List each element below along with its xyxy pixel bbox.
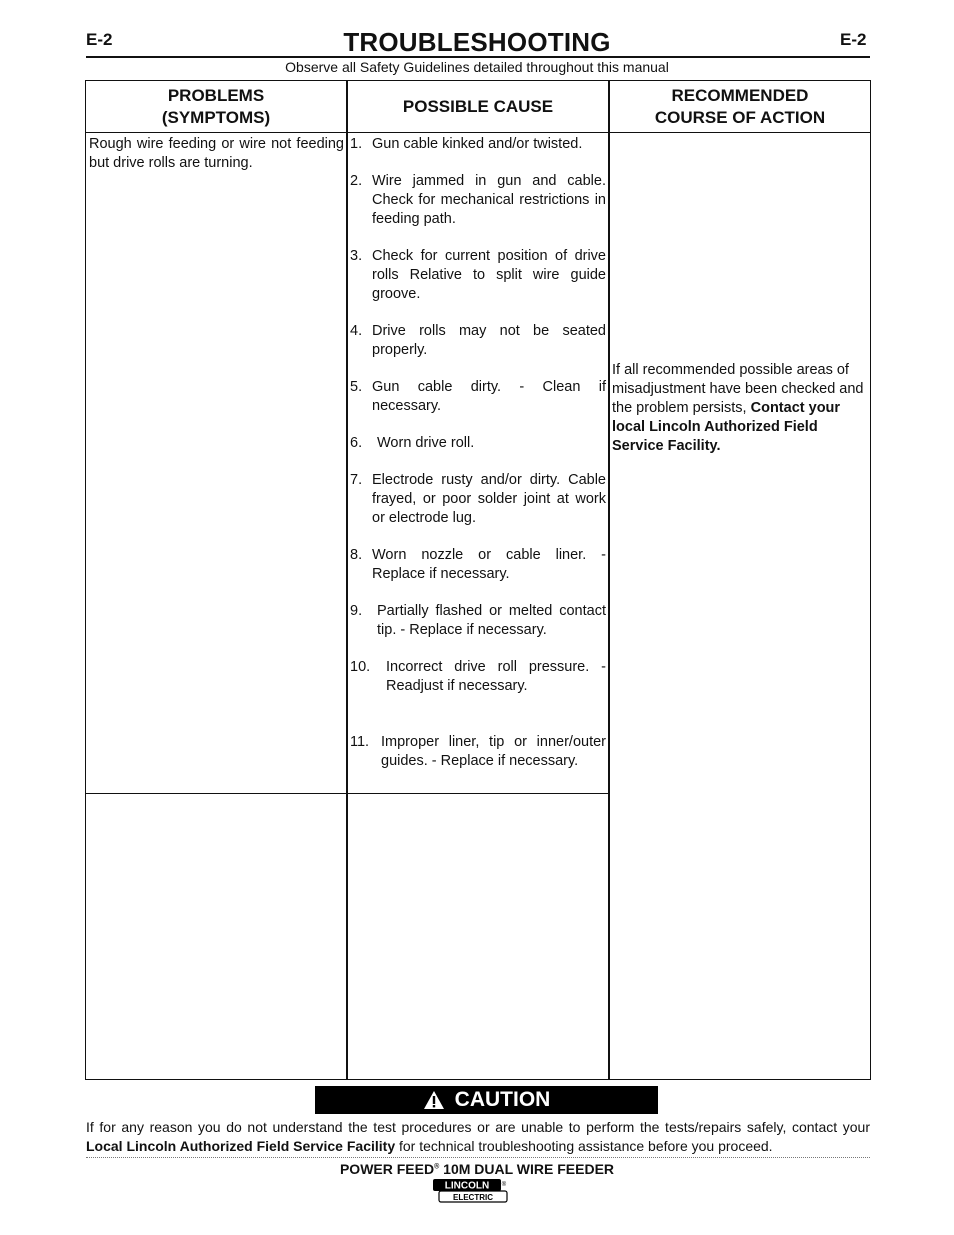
troubleshooting-table (85, 80, 871, 1080)
caution-banner (315, 1086, 658, 1114)
cause-item: 7. Electrode rusty and/or dirty. Cable frayed, or poor solder joint at work or electrode lug. (350, 472, 606, 526)
product-name: POWER FEED® 10M DUAL WIRE FEEDER (339, 1161, 615, 1177)
page-code-left: E-2 (86, 30, 113, 49)
contact-facility-emphasis: Contact your local Lincoln Authorized Field Service Facility. (612, 400, 841, 454)
title-rule (86, 56, 870, 58)
column-header-action: RECOMMENDED COURSE OF ACTION (654, 86, 826, 127)
column-divider (608, 81, 610, 1079)
cause-item: 6. Worn drive roll. (350, 435, 475, 451)
cause-item: 2. Wire jammed in gun and cable. Check for mechanical restrictions in feeding path. (350, 173, 606, 227)
svg-text:®: ® (501, 1182, 507, 1188)
page-code-right: E-2 (840, 30, 867, 49)
cause-item: 11. Improper liner, tip or inner/outer guides. - Replace if necessary. (350, 734, 606, 769)
svg-text:ELECTRIC: ELECTRIC (453, 1193, 493, 1202)
caution-label: CAUTION (454, 1088, 551, 1111)
svg-text:LINCOLN: LINCOLN (444, 1180, 490, 1192)
row-rule (86, 793, 609, 794)
page-title: TROUBLESHOOTING (343, 27, 611, 57)
cause-item: 3. Check for current position of drive rolls Relative to split wire guide groove. (350, 248, 606, 302)
cause-item: 5. Gun cable dirty. - Clean if necessary. (350, 379, 606, 414)
caution-text: If for any reason you do not understand the test procedures or are unable to perform the tests/repairs safely, contact your Local Lincoln Authorized Field Service Facility for technical troubleshooting assistance before you proceed. (86, 1119, 870, 1154)
cause-item: 4. Drive rolls may not be seated properly. (350, 323, 606, 358)
column-header-cause: POSSIBLE CAUSE (402, 97, 554, 116)
column-divider (346, 81, 348, 1079)
cause-item: 9. Partially flashed or melted contact tip. - Replace if necessary. (350, 603, 606, 638)
cause-item: 1. Gun cable kinked and/or twisted. (350, 136, 583, 152)
footer-divider (86, 1157, 870, 1158)
recommended-action: If all recommended possible areas of misadjustment have been checked and the problem persists, Contact your local Lincoln Authorized Field Service Facility. (612, 362, 864, 454)
cause-item: 10. Incorrect drive roll pressure. - Readjust if necessary. (350, 659, 606, 694)
warning-triangle-icon (423, 1090, 445, 1110)
lincoln-electric-logo (432, 1178, 508, 1204)
safety-subtitle: Observe all Safety Guidelines detailed throughout this manual (285, 59, 669, 75)
cause-item: 8. Worn nozzle or cable liner. - Replace if necessary. (350, 547, 606, 582)
column-header-problems: PROBLEMS (SYMPTOMS) (161, 86, 271, 127)
problem-symptom: Rough wire feeding or wire not feeding but drive rolls are turning. (89, 136, 344, 171)
